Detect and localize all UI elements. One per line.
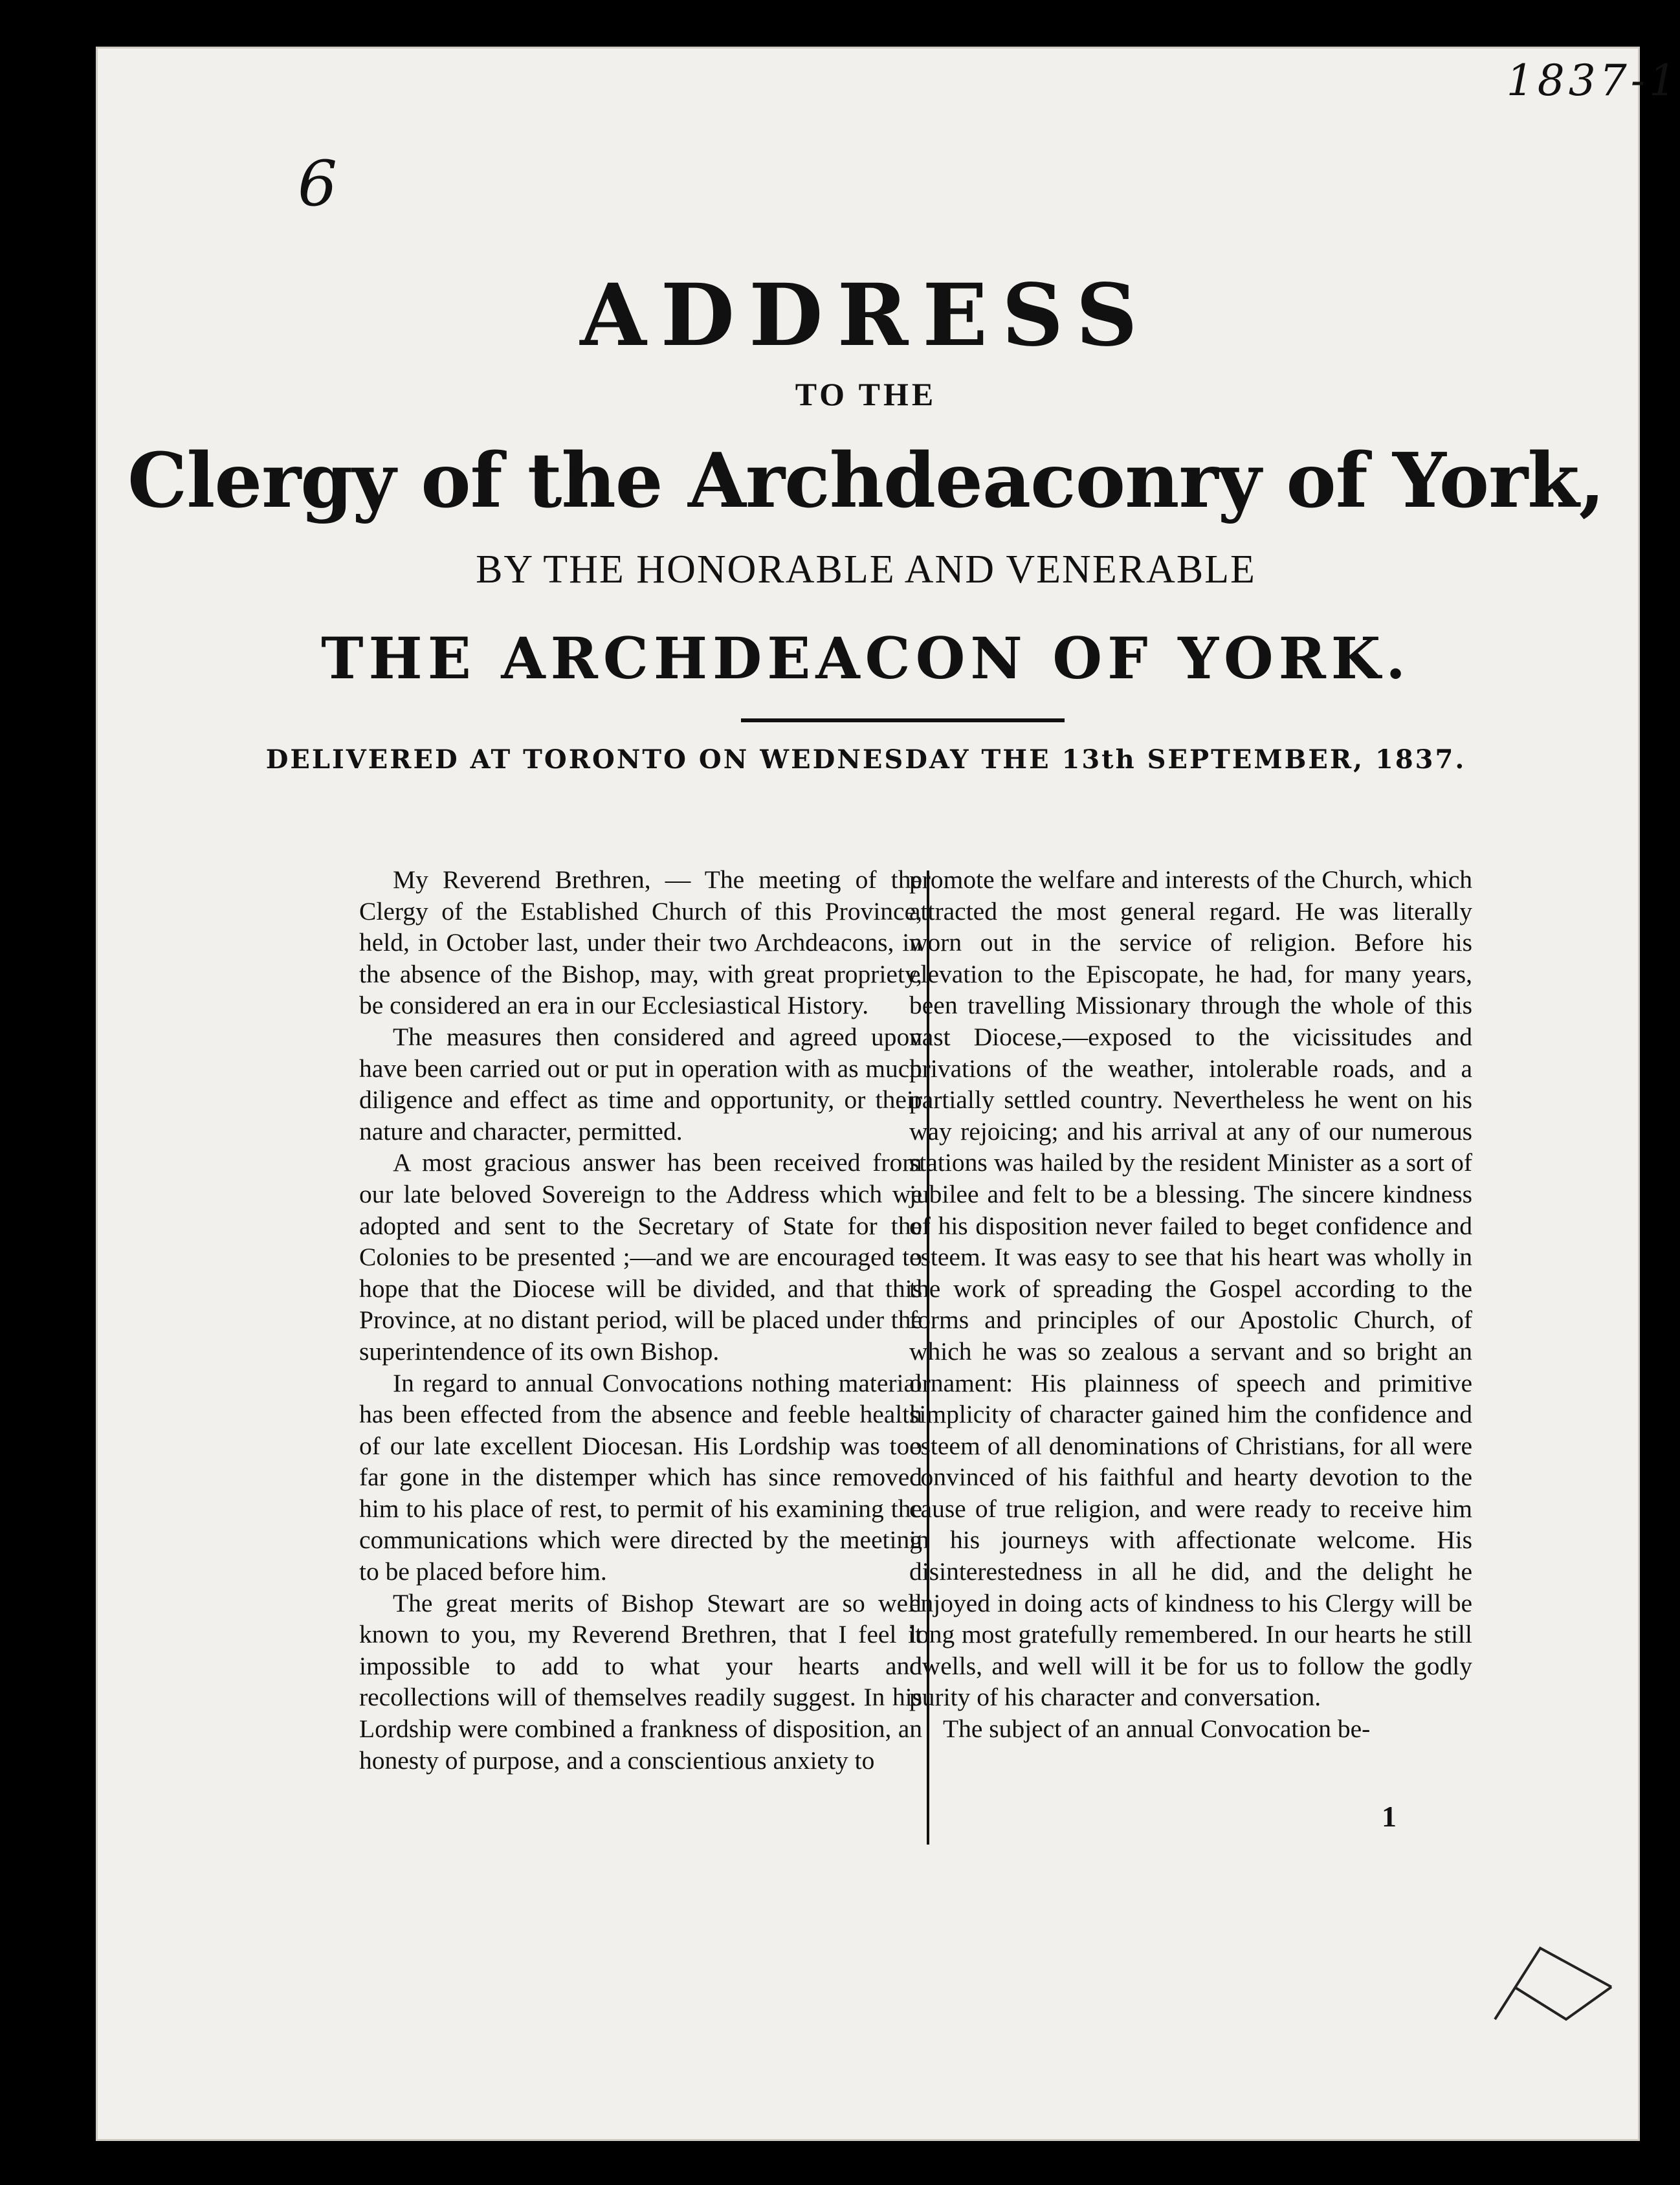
folded-corner-mark [1488,1909,1618,2039]
title-clergy: Clergy of the Archdeaconry of York, [127,437,1604,525]
right-column [909,864,1472,1745]
paragraph: In regard to annual Convocations nothing material has been effected from the absence and feeble health of our late excellent Diocesan. His Lordship was too far gone in the distemper which has since removed him to his place of rest, to permit of his examining the communications which were directed by the meeting to be placed before him. [359,1368,922,1586]
page-number: 1 [1382,1800,1397,1833]
title-rule [741,718,1065,722]
paragraph: promote the welfare and interests of the Church, which attracted the most general regard. He was literally worn out in the service of religion. Before his elevation to the Episcopate, he had, for many years, been travelling Missionary through the whole of this vast Diocese,—exposed to the vicissitudes and privations of the weather, intolerable roads, and a partially settled country. Nevertheless he went on his way rejoicing; and his arrival at any of our numerous stations was hailed by the resident Minister as a sort of jubilee and felt to be a blessing. The sincere kindness of his disposition never failed to beget confidence and esteem. It was easy to see that his heart was wholly in the work of spreading the Gospel according to the forms and principles of our Apostolic Church, of which he was so zealous a servant and so bright an ornament: His plainness of speech and primitive simplicity of character gained him the confidence and esteem of all denominations of Christians, for all were convinced of his faithful and hearty devotion to the cause of true religion, and were ready to receive him in his journeys with affectionate welcome. His disinterestedness in all he did, and the delight he enjoyed in doing acts of kindness to his Clergy will be long most gratefully remembered. In our hearts he still dwells, and well will it be for us to follow the godly purity of his character and conversation. [909,865,1472,1712]
paragraph: The subject of an annual Convocation be- [943,1714,1371,1744]
title-by-line: BY THE HONORABLE AND VENERABLE [476,548,1256,592]
paragraph: A most gracious answer has been received from our late beloved Sovereign to the Address which we adopted and sent to the Secretary of State for the Colonies to be presented ;—and we are encouraged to hope that the Diocese will be divided, and that this Province, at no distant period, will be placed under the superintendence of its own Bishop. [359,1148,922,1366]
title-address: ADDRESS [580,265,1152,366]
title-to-the: TO THE [795,376,937,412]
paragraph: My Reverend Brethren, — The meeting of the Clergy of the Established Church of this Province, held, in October last, under their two Archdeacons, in the absence of the Bishop, may, with great propriety, be considered an era in our Ecclesiastical History. [359,865,922,1020]
paragraph: The great merits of Bishop Stewart are so well known to you, my Reverend Brethren, that I feel it impossible to add to what your hearts and recollections will of themselves readily suggest. In his Lordship were combined a frankness of disposition, an honesty of purpose, and a conscientious anxiety to [359,1588,922,1775]
left-column [359,864,922,1776]
title-archdeacon: THE ARCHDEACON OF YORK. [321,625,1411,692]
paragraph: The measures then considered and agreed upon have been carried out or put in operation with as much diligence and effect as time and opportunity, or their nature and character, permitted. [359,1022,922,1146]
date-annotation: 1837-1 [1506,56,1680,105]
archive-number-annotation: 6 [298,148,338,220]
delivered-line: DELIVERED AT TORONTO ON WEDNESDAY THE 13th SEPTEMBER, 1837. [265,744,1466,775]
